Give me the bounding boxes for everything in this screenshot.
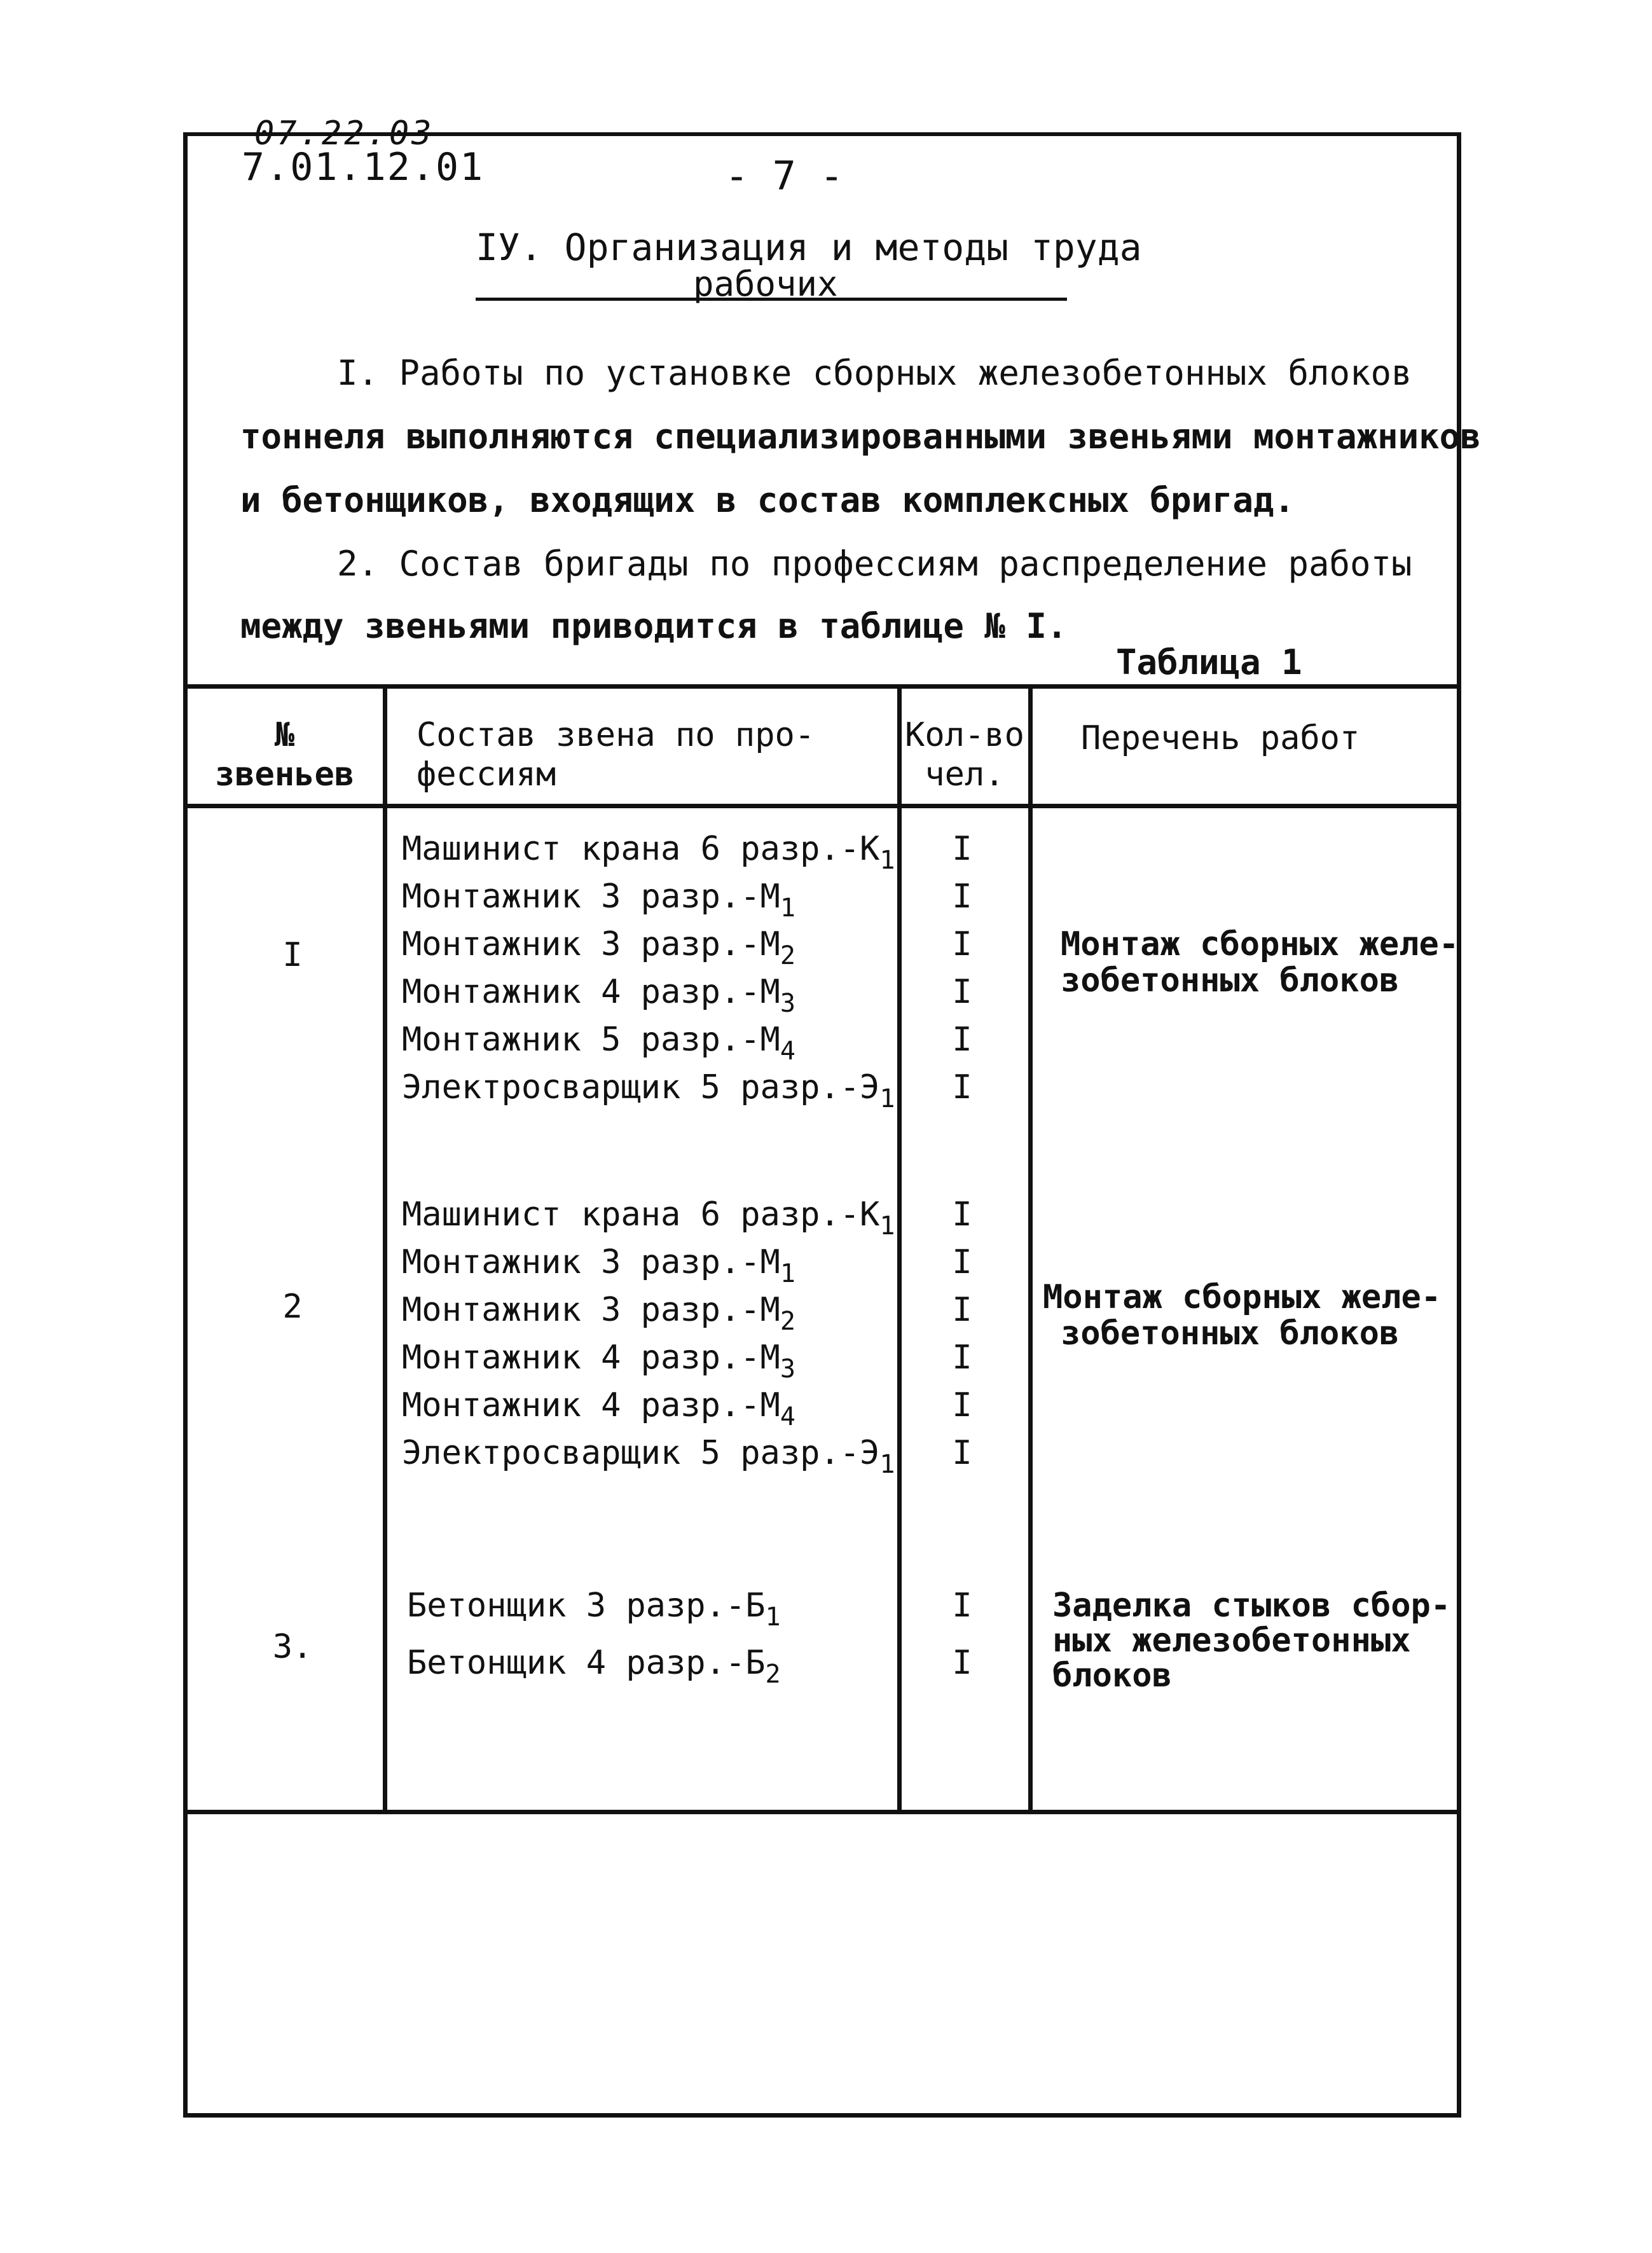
work-description: зобетонных блоков	[1061, 1314, 1400, 1353]
document-code: 7.01.12.01	[242, 145, 485, 189]
work-description: блоков	[1052, 1657, 1172, 1695]
table-top-rule	[183, 684, 1461, 689]
member-quantity: I	[952, 1068, 972, 1106]
member-quantity: I	[952, 1339, 972, 1377]
member-quantity: I	[952, 925, 972, 963]
member-quantity: I	[952, 1644, 972, 1682]
group-number: 2	[282, 1288, 303, 1326]
member-quantity: I	[952, 1021, 972, 1059]
member-row: Машинист крана 6 $разр.-К_1$	[402, 1195, 895, 1241]
member-quantity: I	[952, 1195, 972, 1234]
work-description: Монтаж сборных желе-	[1061, 925, 1459, 963]
work-description: Монтаж сборных желе-	[1043, 1278, 1442, 1316]
member-quantity: I	[952, 1243, 972, 1281]
member-row: Монтажник 4 $разр.-М_3$	[402, 973, 795, 1018]
member-row: Монтажник 4 $разр.-М_3$	[402, 1339, 795, 1384]
member-row: Монтажник 5 $разр.-М_4$	[402, 1021, 795, 1066]
paragraph-1-line-1: I. Работы по установке сборных железобетонных блоков	[337, 353, 1412, 393]
member-row: Монтажник 3 $разр.-М_2$	[402, 925, 795, 970]
member-quantity: I	[952, 1291, 972, 1329]
section-title-continued: рабочих	[693, 264, 838, 304]
column-divider-3	[1028, 687, 1033, 1811]
table-header-composition: Состав звена по про- фессиям	[416, 716, 815, 794]
member-quantity: I	[952, 1587, 972, 1625]
member-row: Монтажник 3 $разр.-М_1$	[402, 1243, 795, 1288]
member-quantity: I	[952, 973, 972, 1011]
member-quantity: I	[952, 830, 972, 868]
member-row: Электросварщик 5 $разр.-Э_1$	[402, 1068, 895, 1113]
member-quantity: I	[952, 1386, 972, 1424]
section-title: IУ. Организация и методы труда	[476, 226, 1142, 269]
table-header-number: № звеньев	[214, 716, 355, 794]
paragraph-1-line-2: тоннеля выполняются специализированными звеньями монтажников	[240, 417, 1481, 457]
member-quantity: I	[952, 878, 972, 916]
group-number: I	[282, 936, 303, 974]
member-row: Электросварщик 5 $разр.-Э_1$	[402, 1434, 895, 1479]
column-divider-1	[383, 687, 387, 1811]
section-title-underline	[476, 298, 1067, 301]
work-description: Заделка стыков сбор-	[1052, 1587, 1451, 1625]
member-row: Бетонщик 4 $разр.-Б_2$	[407, 1644, 781, 1689]
table-bottom-rule	[183, 1810, 1461, 1814]
paragraph-1-line-3: и бетонщиков, входящих в состав комплексных бригад.	[240, 480, 1295, 520]
table-caption: Таблица 1	[1116, 642, 1302, 682]
member-row: Монтажник 3 $разр.-М_2$	[402, 1291, 795, 1336]
member-row: Машинист крана 6 $разр.-К_1$	[402, 830, 895, 875]
document-code-old: 07.22.03	[254, 114, 434, 153]
table-header-rule	[183, 804, 1461, 808]
table-header-work-list: Перечень работ	[1081, 719, 1360, 757]
table-header-quantity: Кол-во чел.	[905, 716, 1024, 794]
member-row: Монтажник 3 $разр.-М_1$	[402, 878, 795, 923]
column-divider-2	[897, 687, 902, 1811]
group-number: 3.	[272, 1628, 313, 1666]
member-quantity: I	[952, 1434, 972, 1472]
page-number: - 7 -	[725, 153, 844, 199]
member-row: Бетонщик 3 $разр.-Б_1$	[407, 1587, 781, 1632]
paragraph-2-line-2: между звеньями приводится в таблице № I.	[240, 606, 1068, 646]
paragraph-2-line-1: 2. Состав бригады по профессиям распределение работы	[337, 544, 1412, 584]
work-description: зобетонных блоков	[1061, 961, 1400, 1000]
member-row: Монтажник 4 $разр.-М_4$	[402, 1386, 795, 1431]
work-description: ных железобетонных	[1052, 1622, 1411, 1660]
